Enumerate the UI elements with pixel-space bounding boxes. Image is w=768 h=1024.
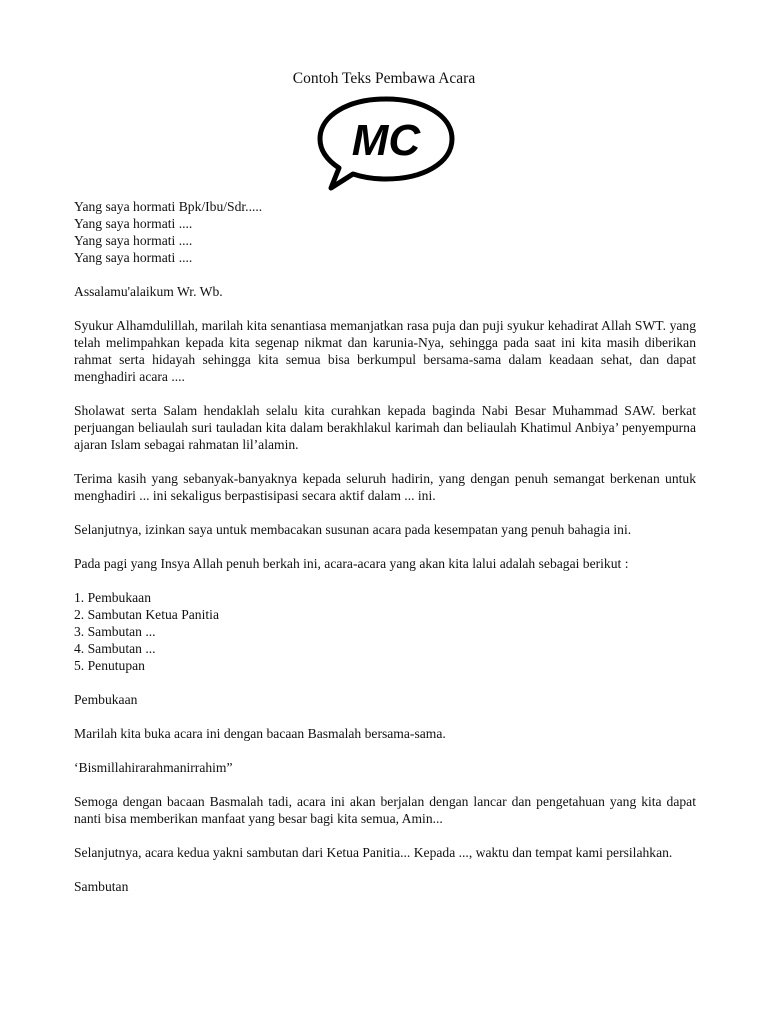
greeting: Assalamu'alaikum Wr. Wb. xyxy=(74,284,223,299)
agenda-item: 3. Sambutan ... xyxy=(74,624,156,639)
paragraph-semoga: Semoga dengan bacaan Basmalah tadi, acara ini akan berjalan dengan lancar dan pengetahuan yang kita dapat nanti bisa memberikan manfaat yang besar bagi kita semua, Amin... xyxy=(74,794,696,826)
paragraph-selanjutnya: Selanjutnya, izinkan saya untuk membacakan susunan acara pada kesempatan yang penuh bahagia ini. xyxy=(74,522,632,537)
paragraph-sholawat: Sholawat serta Salam hendaklah selalu kita curahkan kepada baginda Nabi Besar Muhammad SAW. berkat perjuangan beliaulah suri tauladan kita dalam berakhlakul karimah dan beliaulah Khatimul Anbiya’ penyempurna ajaran Islam sebagai rahmatan lil’alamin. xyxy=(74,403,696,452)
document-body xyxy=(74,198,696,912)
paragraph-pagi: Pada pagi yang Insya Allah penuh berkah ini, acara-acara yang akan kita lalui adalah sebagai berikut : xyxy=(74,556,629,571)
heading-pembukaan: Pembukaan xyxy=(74,692,138,707)
agenda-item: 2. Sambutan Ketua Panitia xyxy=(74,607,219,622)
paragraph-acara-kedua: Selanjutnya, acara kedua yakni sambutan dari Ketua Panitia... Kepada ..., waktu dan tempat kami persilahkan. xyxy=(74,845,673,860)
paragraph-syukur: Syukur Alhamdulillah, marilah kita senantiasa memanjatkan rasa puja dan puji syukur kehadirat Allah SWT. yang telah melimpahkan kepada kita segenap nikmat dan karunia-Nya, sehingga pada saat ini kita masih diberikan rahmat serta hidayah sehingga kita semua bisa berkumpul bersama-sama dalam keadaan sehat, dan dapat menghadiri acara .... xyxy=(74,318,696,384)
paragraph-terima-kasih: Terima kasih yang sebanyak-banyaknya kepada seluruh hadirin, yang dengan penuh semangat berkenan untuk menghadiri ... ini sekaligus berpastisipasi secara aktif dalam ... ini. xyxy=(74,471,696,503)
document-title: Contoh Teks Pembawa Acara xyxy=(292,70,476,87)
salutation-block xyxy=(74,198,696,266)
agenda-list xyxy=(74,589,696,674)
salutation-line: Yang saya hormati .... xyxy=(74,233,193,248)
paragraph-bismillah: ‘Bismillahirarahmanirrahim” xyxy=(74,760,233,775)
heading-sambutan: Sambutan xyxy=(74,879,129,894)
agenda-item: 4. Sambutan ... xyxy=(74,641,156,656)
salutation-line: Yang saya hormati .... xyxy=(74,216,193,231)
mc-logo-text: MC xyxy=(351,116,421,165)
salutation-line: Yang saya hormati .... xyxy=(74,250,193,265)
agenda-item: 5. Penutupan xyxy=(74,658,145,673)
paragraph-basmalah: Marilah kita buka acara ini dengan bacaan Basmalah bersama-sama. xyxy=(74,726,446,741)
mc-speech-bubble-logo xyxy=(313,93,459,193)
salutation-line: Yang saya hormati Bpk/Ibu/Sdr..... xyxy=(74,199,263,214)
agenda-item: 1. Pembukaan xyxy=(74,590,152,605)
